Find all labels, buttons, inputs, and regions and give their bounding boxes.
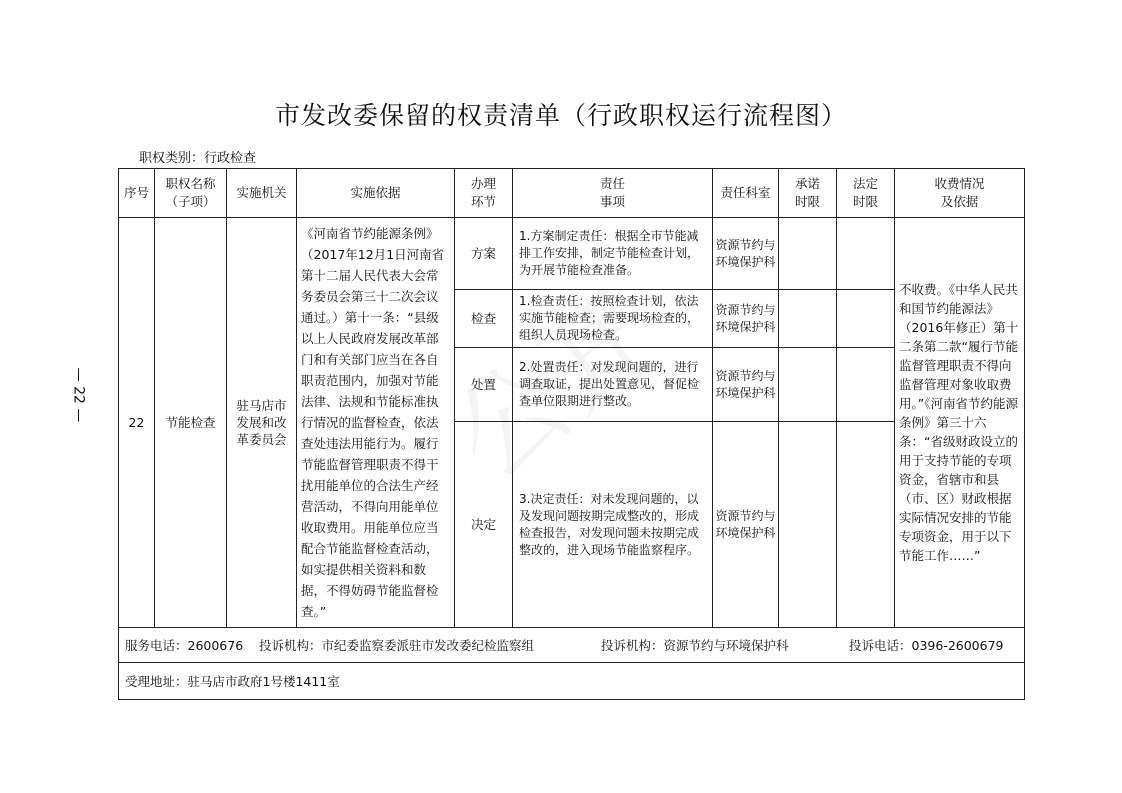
duty-plan: 1.方案制定责任：根据全市节能减排工作安排，制定节能检查计划，为开展节能检查准备。: [513, 218, 713, 290]
stage-decide: 决定: [455, 422, 513, 628]
header-agency: 实施机关: [227, 169, 297, 218]
dept-decide: 资源节约与环境保护科: [713, 422, 779, 628]
legal-time-check: [837, 290, 895, 348]
row-agency: 驻马店市发展和改革委员会: [227, 218, 297, 628]
header-seq: 序号: [119, 169, 155, 218]
row-name: 节能检查: [155, 218, 227, 628]
row-seq: 22: [119, 218, 155, 628]
table-row: [119, 218, 1025, 290]
stage-plan: 方案: [455, 218, 513, 290]
page-number-text: — 22 —: [70, 367, 86, 423]
row-basis: 《河南省节约能源条例》（2017年12月1日河南省第十二届人民代表大会常务委员会第三十二次会议通过。）第十一条：“县级以上人民政府发展改革部门和有关部门应当在各自职责范围内，加强对节能法律、法规和节能标准执行情况的监督检查，依法查处违法用能行为。履行节能监督管理职责不得干扰用能单位的合法生产经营活动，不得向用能单位收取费用。用能单位应当配合节能监督检查活动，如实提供相关资料和数据，不得妨碍节能监督检查。”: [297, 218, 455, 628]
complaint-org-1: 投诉机构：市纪委监察委派驻市发改委纪检监察组: [259, 637, 535, 653]
footer-address: 受理地址：驻马店市政府1号楼1411室: [119, 663, 1025, 700]
duty-check: 1.检查责任：按照检查计划，依法实施节能检查；需要现场检查的，组织人员现场检查。: [513, 290, 713, 348]
header-dept: 责任科室: [713, 169, 779, 218]
header-legal-time: 法定 时限: [837, 169, 895, 218]
promise-time-plan: [779, 218, 837, 290]
footer-address-row: [119, 663, 1025, 700]
responsibility-table: [118, 168, 1025, 700]
duty-decide: 3.决定责任：对未发现问题的，以及发现问题按期完成整改的，形成检查报告，对发现问题未按期完成整改的，进入现场节能监察程序。: [513, 422, 713, 628]
promise-time-check: [779, 290, 837, 348]
legal-time-plan: [837, 218, 895, 290]
header-row: [119, 169, 1025, 218]
header-promise-time: 承诺 时限: [779, 169, 837, 218]
duty-handle: 2.处置责任：对发现问题的，进行调查取证，提出处置意见，督促检查单位限期进行整改。: [513, 348, 713, 422]
page-number: [60, 345, 96, 445]
footer-contact: [119, 628, 1025, 663]
legal-time-handle: [837, 348, 895, 422]
header-stage: 办理 环节: [455, 169, 513, 218]
header-duty: 责任 事项: [513, 169, 713, 218]
promise-time-handle: [779, 348, 837, 422]
stage-handle: 处置: [455, 348, 513, 422]
complaint-phone: 投诉电话：0396-2600679: [849, 637, 1004, 653]
row-fee: 不收费。《中华人民共和国节约能源法》（2016年修正）第十二条第二款“履行节能监督管理职责不得向监督管理对象收取费用。”《河南省节约能源条例》第三十六条：“省级财政设立的用于支持节能的专项资金，省辖市和县（市、区）财政根据实际情况安排的节能专项资金，用于以下节能工作……”: [895, 218, 1025, 628]
header-fee: 收费情况 及依据: [895, 169, 1025, 218]
category-label: 职权类别：行政检查: [139, 151, 257, 166]
legal-time-decide: [837, 422, 895, 628]
stage-check: 检查: [455, 290, 513, 348]
complaint-org-2: 投诉机构：资源节约与环境保护科: [601, 637, 789, 653]
dept-plan: 资源节约与环境保护科: [713, 218, 779, 290]
page-title: 市发改委保留的权责清单（行政职权运行流程图）: [274, 101, 847, 130]
header-name: 职权名称 （子项）: [155, 169, 227, 218]
dept-handle: 资源节约与环境保护科: [713, 348, 779, 422]
footer-contact-row: [119, 628, 1025, 663]
dept-check: 资源节约与环境保护科: [713, 290, 779, 348]
header-basis: 实施依据: [297, 169, 455, 218]
service-phone: 服务电话：2600676: [125, 637, 244, 653]
promise-time-decide: [779, 422, 837, 628]
